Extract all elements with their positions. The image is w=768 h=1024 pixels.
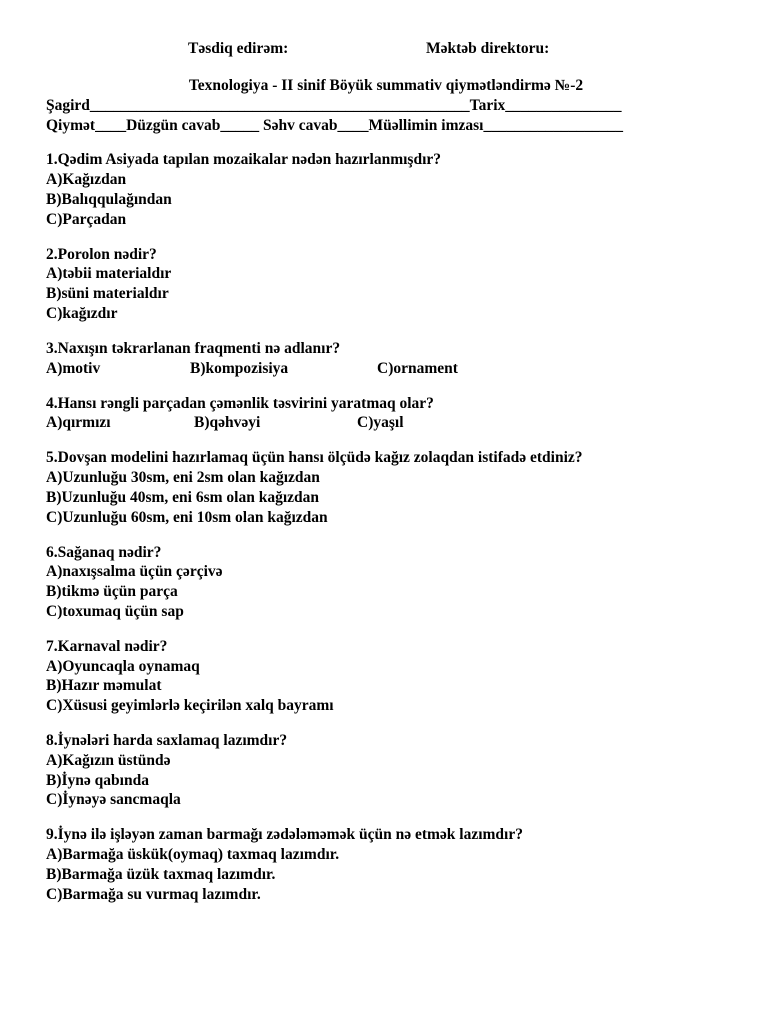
option-a: A)naxışsalma üçün çərçivə — [46, 563, 223, 581]
question-5 — [46, 448, 726, 527]
option-c: C)Xüsusi geyimlərlə keçirilən xalq bayramı — [46, 697, 334, 715]
question-text: 7.Karnaval nədir? — [46, 637, 168, 655]
option-c: C)yaşıl — [357, 414, 404, 432]
option-a: A)qırmızı — [46, 414, 111, 432]
option-c: C)Parçadan — [46, 210, 127, 228]
inline-options — [46, 413, 726, 433]
option-a: A)motiv — [46, 359, 101, 377]
director-label: Məktəb direktoru: — [426, 40, 550, 57]
option-a: A)Barmağa üskük(oymaq) taxmaq lazımdır. — [46, 845, 340, 863]
question-6 — [46, 543, 726, 622]
question-text: 4.Hansı rəngli parçadan çəmənlik təsvirini yaratmaq olar? — [46, 394, 434, 412]
question-text: 1.Qədim Asiyada tapılan mozaikalar nədən hazırlanmışdır? — [46, 151, 442, 169]
option-b: B)qəhvəyi — [194, 414, 261, 432]
question-9 — [46, 825, 726, 904]
option-c: C)İynəyə sancmaqla — [46, 791, 181, 809]
approval-header — [46, 39, 726, 59]
inline-options — [46, 359, 726, 379]
option-b: B)süni materialdır — [46, 285, 169, 303]
option-a: A)təbii materialdır — [46, 265, 172, 283]
option-b: B)İynə qabında — [46, 771, 149, 789]
option-b: B)Uzunluğu 40sm, eni 6sm olan kağızdan — [46, 488, 320, 506]
option-b: B)Hazır məmulat — [46, 677, 162, 695]
option-c: C)kağızdır — [46, 304, 118, 322]
question-2 — [46, 245, 726, 324]
question-4 — [46, 394, 726, 434]
option-b: B)Balıqqulağından — [46, 190, 172, 208]
option-c: C)Uzunluğu 60sm, eni 10sm olan kağızdan — [46, 508, 328, 526]
approve-label: Təsdiq edirəm: — [188, 40, 289, 57]
question-text: 2.Porolon nədir? — [46, 245, 157, 263]
option-c: C)ornament — [377, 359, 458, 377]
question-text: 9.İynə ilə işləyən zaman barmağı zədələməmək üçün nə etmək lazımdır? — [46, 826, 523, 844]
document-title: Texnologiya - II sinif Böyük summativ qiymətləndirmə №-2 — [188, 77, 584, 94]
question-8 — [46, 731, 726, 810]
option-a: A)Kağızdan — [46, 171, 127, 189]
worksheet — [46, 39, 726, 904]
option-c: C)toxumaq üçün sap — [46, 602, 184, 620]
question-3 — [46, 339, 726, 379]
option-b: B)Barmağa üzük taxmaq lazımdır. — [46, 865, 276, 883]
question-1 — [46, 150, 726, 229]
option-a: A)Oyuncaqla oynamaq — [46, 657, 200, 675]
option-a: A)Kağızın üstündə — [46, 751, 171, 769]
option-b: B)kompozisiya — [190, 359, 289, 377]
option-a: A)Uzunluğu 30sm, eni 2sm olan kağızdan — [46, 469, 320, 487]
option-c: C)Barmağa su vurmaq lazımdır. — [46, 885, 261, 903]
question-text: 5.Dovşan modelini hazırlamaq üçün hansı ölçüdə kağız zolaqdan istifadə etdiniz? — [46, 449, 583, 467]
question-text: 8.İynələri harda saxlamaq lazımdır? — [46, 731, 288, 749]
option-b: B)tikmə üçün parça — [46, 583, 178, 601]
question-7 — [46, 637, 726, 716]
question-text: 3.Naxışın təkrarlanan fraqmenti nə adlanır? — [46, 339, 341, 357]
student-date-line: Şagird_________________________________________________Tarix_______________ — [46, 96, 622, 114]
grade-signature-line: Qiymət____Düzgün cavab_____ Səhv cavab____Müəllimin imzası__________________ — [46, 116, 623, 134]
question-text: 6.Sağanaq nədir? — [46, 543, 162, 561]
